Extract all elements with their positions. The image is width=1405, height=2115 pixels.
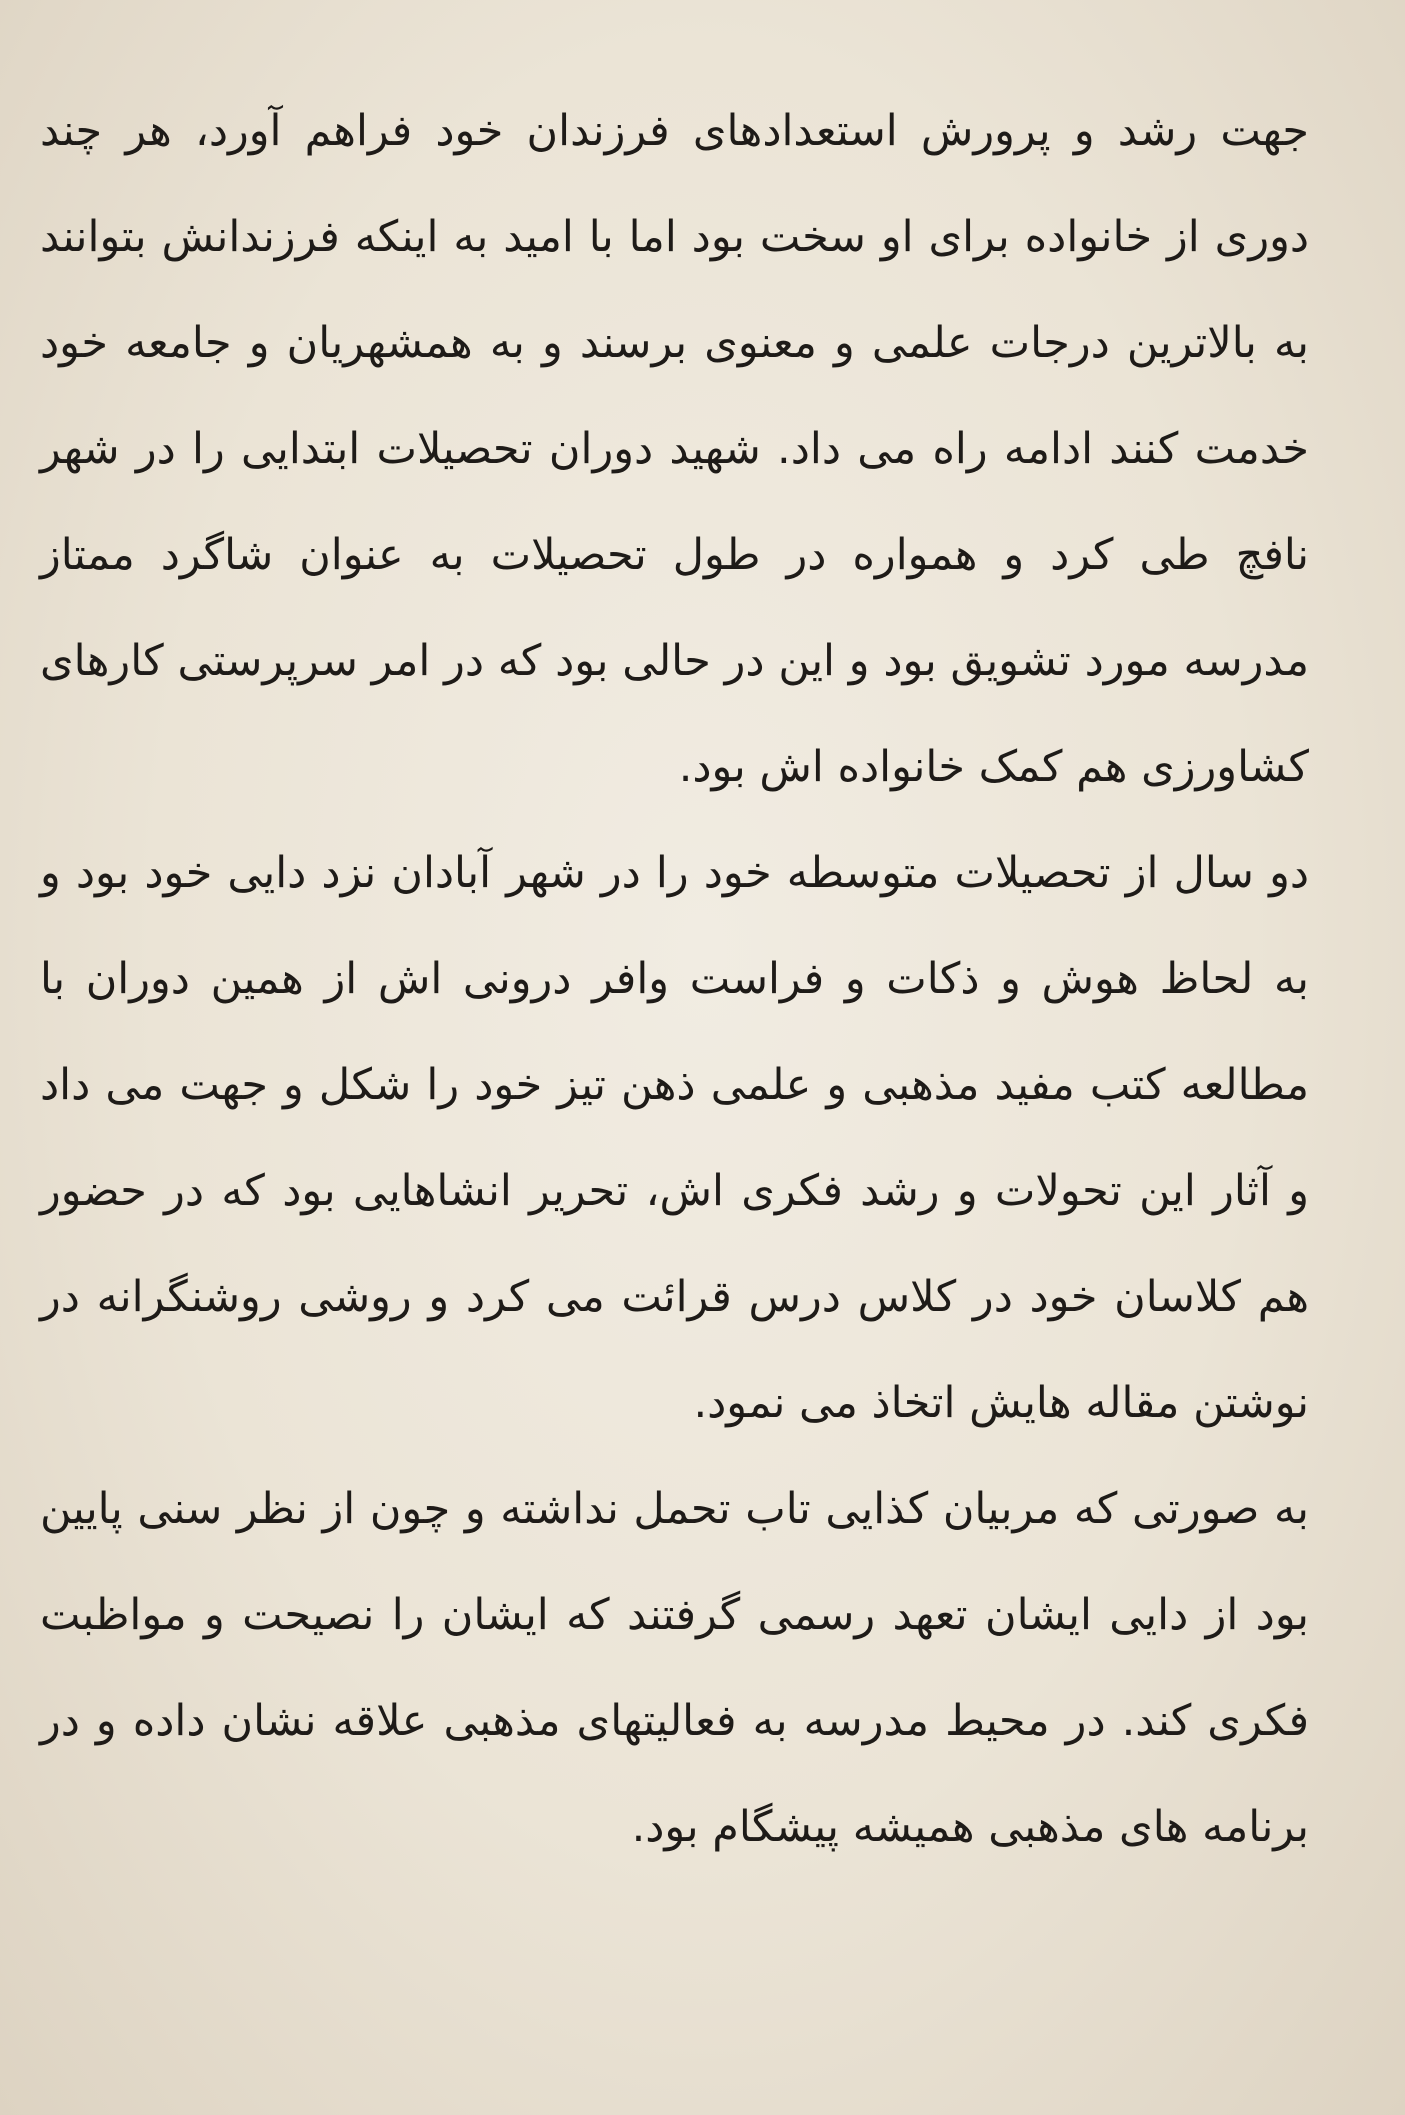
paragraph-3: به صورتی که مربیان کذایی تاب تحمل نداشته و چون از نظر سنی پایین بود از دایی ایشان تعهد رسمی گرفتند که ایشان را نصیحت و مواظبت فکری کند. در محیط مدرسه به فعالیتهای مذهبی علاقه نشان داده و در برنامه های مذهبی همیشه پیشگام بود. xyxy=(40,1484,1309,1852)
paragraph-1: جهت رشد و پرورش استعدادهای فرزندان خود فراهم آورد، هر چند دوری از خانواده برای او سخت بود اما با امید به اینکه فرزندانش بتوانند به بالاترین درجات علمی و معنوی برسند و به همشهریان و جامعه خود خدمت کنند ادامه راه می داد. شهید دوران تحصیلات ابتدایی را در شهر نافچ طی کرد و همواره در طول تحصیلات به عنوان شاگرد ممتاز مدرسه مورد تشویق بود و این در حالی بود که در امر سرپرستی کارهای کشاورزی هم کمک خانواده اش بود. xyxy=(40,106,1309,792)
page-text xyxy=(40,78,1309,1880)
paragraph-2: دو سال از تحصیلات متوسطه خود را در شهر آبادان نزد دایی خود بود و به لحاظ هوش و ذکات و فراست وافر درونی اش از همین دوران با مطالعه کتب مفید مذهبی و علمی ذهن تیز خود را شکل و جهت می داد و آثار این تحولات و رشد فکری اش، تحریر انشاهایی بود که در حضور هم کلاسان خود در کلاس درس قرائت می کرد و روشی روشنگرانه در نوشتن مقاله هایش اتخاذ می نمود. xyxy=(40,848,1309,1428)
